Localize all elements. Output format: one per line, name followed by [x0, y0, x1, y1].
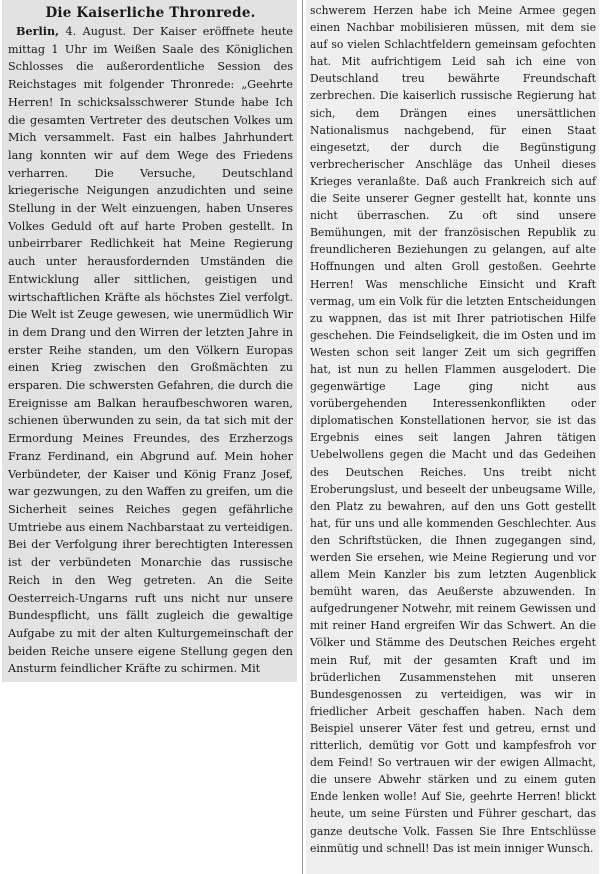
- left-column: [2, 0, 297, 682]
- column-divider: [302, 0, 303, 874]
- article-lead-paragraph: [8, 23, 293, 678]
- article-headline: Die Kaiserliche Thronrede.: [45, 5, 256, 21]
- article-body-right: schwerem Herzen habe ich Meine Armee gegen einen Nachbar mobilisieren müssen, mit dem sie auf so vielen Schlachtfeldern gemeinsam gefochten hat. Mit aufrichtigem Leid sah ich eine von Deutschland treu bewährte Freundschaft zerbrechen. Die kaiserlich russische Regierung hat sich, dem Drängen eines unersättlichen Nationalismus nachgebend, für einen Staat eingesetzt, der durch die Begünstigung verbrecherischer Anschläge das Unheil dieses Krieges veranlaßte. Daß auch Frankreich sich auf die Seite unserer Gegner gestellt hat, konnte uns nicht überraschen. Zu oft sind unsere Bemühungen, mit der französischen Republik zu freundlicheren Beziehungen zu gelangen, auf alte Hoffnungen und alten Groll gestoßen. Geehrte Herren! Was menschliche Einsicht und Kraft vermag, um ein Volk für die letzten Entscheidungen zu wappnen, das ist mit Ihrer patriotischen Hilfe geschehen. Die Feindseligkeit, die im Osten und im Westen schon seit langer Zeit um sich gegriffen hat, ist nun zu hellen Flammen ausgelodert. Die gegenwärtige Lage ging nicht aus vorübergehenden Interessenkonflikten oder diplomatischen Konstellationen hervor, sie ist das Ergebnis eines seit langen Jahren tätigen Uebelwollens gegen die Macht und das Gedeihen des Deutschen Reiches. Uns treibt nicht Eroberungslust, und beseelt der unbeugsame Wille, den Platz zu bewahren, auf den uns Gott gestellt hat, für uns und alle kommenden Geschlechter. Aus den Schriftstücken, die Ihnen zugegangen sind, werden Sie ersehen, wie Meine Regierung und vor allem Mein Kanzler bis zum letzten Augenblick bemüht waren, das Aeußerste abzuwenden. In aufgedrungener Notwehr, mit reinem Gewissen und mit reiner Hand ergreifen Wir das Schwert. An die Völker und Stämme des Deutschen Reiches ergeht mein Ruf, mit der gesamten Kraft und im brüderlichen Zusammenstehen mit unseren Bundesgenossen zu verteidigen, was wir in friedlicher Arbeit geschaffen haben. Nach dem Beispiel unserer Väter fest und getreu, ernst und ritterlich, demütig vor Gott und kampfesfroh vor dem Feind! So vertrauen wir der ewigen Allmacht, die unsere Abwehr stärken und zu einem guten Ende lenken wolle! Auf Sie, geehrte Herren! blickt heute, um seine Fürsten und Führer geschart, das ganze deutsche Volk. Fassen Sie Ihre Entschlüsse einmütig und schnell! Das ist mein inniger Wunsch.: [310, 4, 596, 855]
- right-column: [306, 0, 599, 874]
- article-body-left: Der Kaiser eröffnete heute mittag 1 Uhr im Weißen Saale des Königlichen Schlosses die außerordentliche Session des Reichstages mit folgender Thronrede: „Geehrte Herren! In schicksalsschwerer Stunde habe Ich die gesamten Vertreter des deutschen Volkes um Mich versammelt. Fast ein halbes Jahrhundert lang konnten wir auf dem Wege des Friedens verharren. Die Versuche, Deutschland kriegerische Neigungen anzudichten und seine Stellung in der Welt einzuengen, haben Unseres Volkes Geduld oft auf harte Proben gestellt. In unbeirrbarer Redlichkeit hat Meine Regierung auch unter herausfordernden Umständen die Entwicklung aller sittlichen, geistigen und wirtschaftlichen Kräfte als höchstes Ziel verfolgt. Die Welt ist Zeuge gewesen, wie unermüdlich Wir in dem Drang und den Wirren der letzten Jahre in erster Reihe standen, um den Völkern Europas einen Krieg zwischen den Großmächten zu ersparen. Die schwersten Gefahren, die durch die Ereignisse am Balkan heraufbeschworen waren, schienen überwunden zu sein, da tat sich mit der Ermordung Meines Freundes, des Erzherzogs Franz Ferdinand, ein Abgrund auf. Mein hoher Verbündeter, der Kaiser und König Franz Josef, war gezwungen, zu den Waffen zu greifen, um die Sicherheit seines Reiches gegen gefährliche Umtriebe aus einem Nachbarstaat zu verteidigen. Bei der Verfolgung ihrer berechtigten Interessen ist der verbündeten Monarchie das russische Reich in den Weg getreten. An die Seite Oesterreich-Ungarns ruft uns nicht nur unsere Bundespflicht, uns fällt zugleich die gewaltige Aufgabe zu mit der alten Kulturgemeinschaft der beiden Reiche unsere eigene Stellung gegen den Ansturm feindlicher Kräfte zu schirmen. Mit: [8, 25, 294, 676]
- article-dateline: Berlin,: [16, 24, 59, 38]
- article-date: 4. August.: [65, 25, 127, 38]
